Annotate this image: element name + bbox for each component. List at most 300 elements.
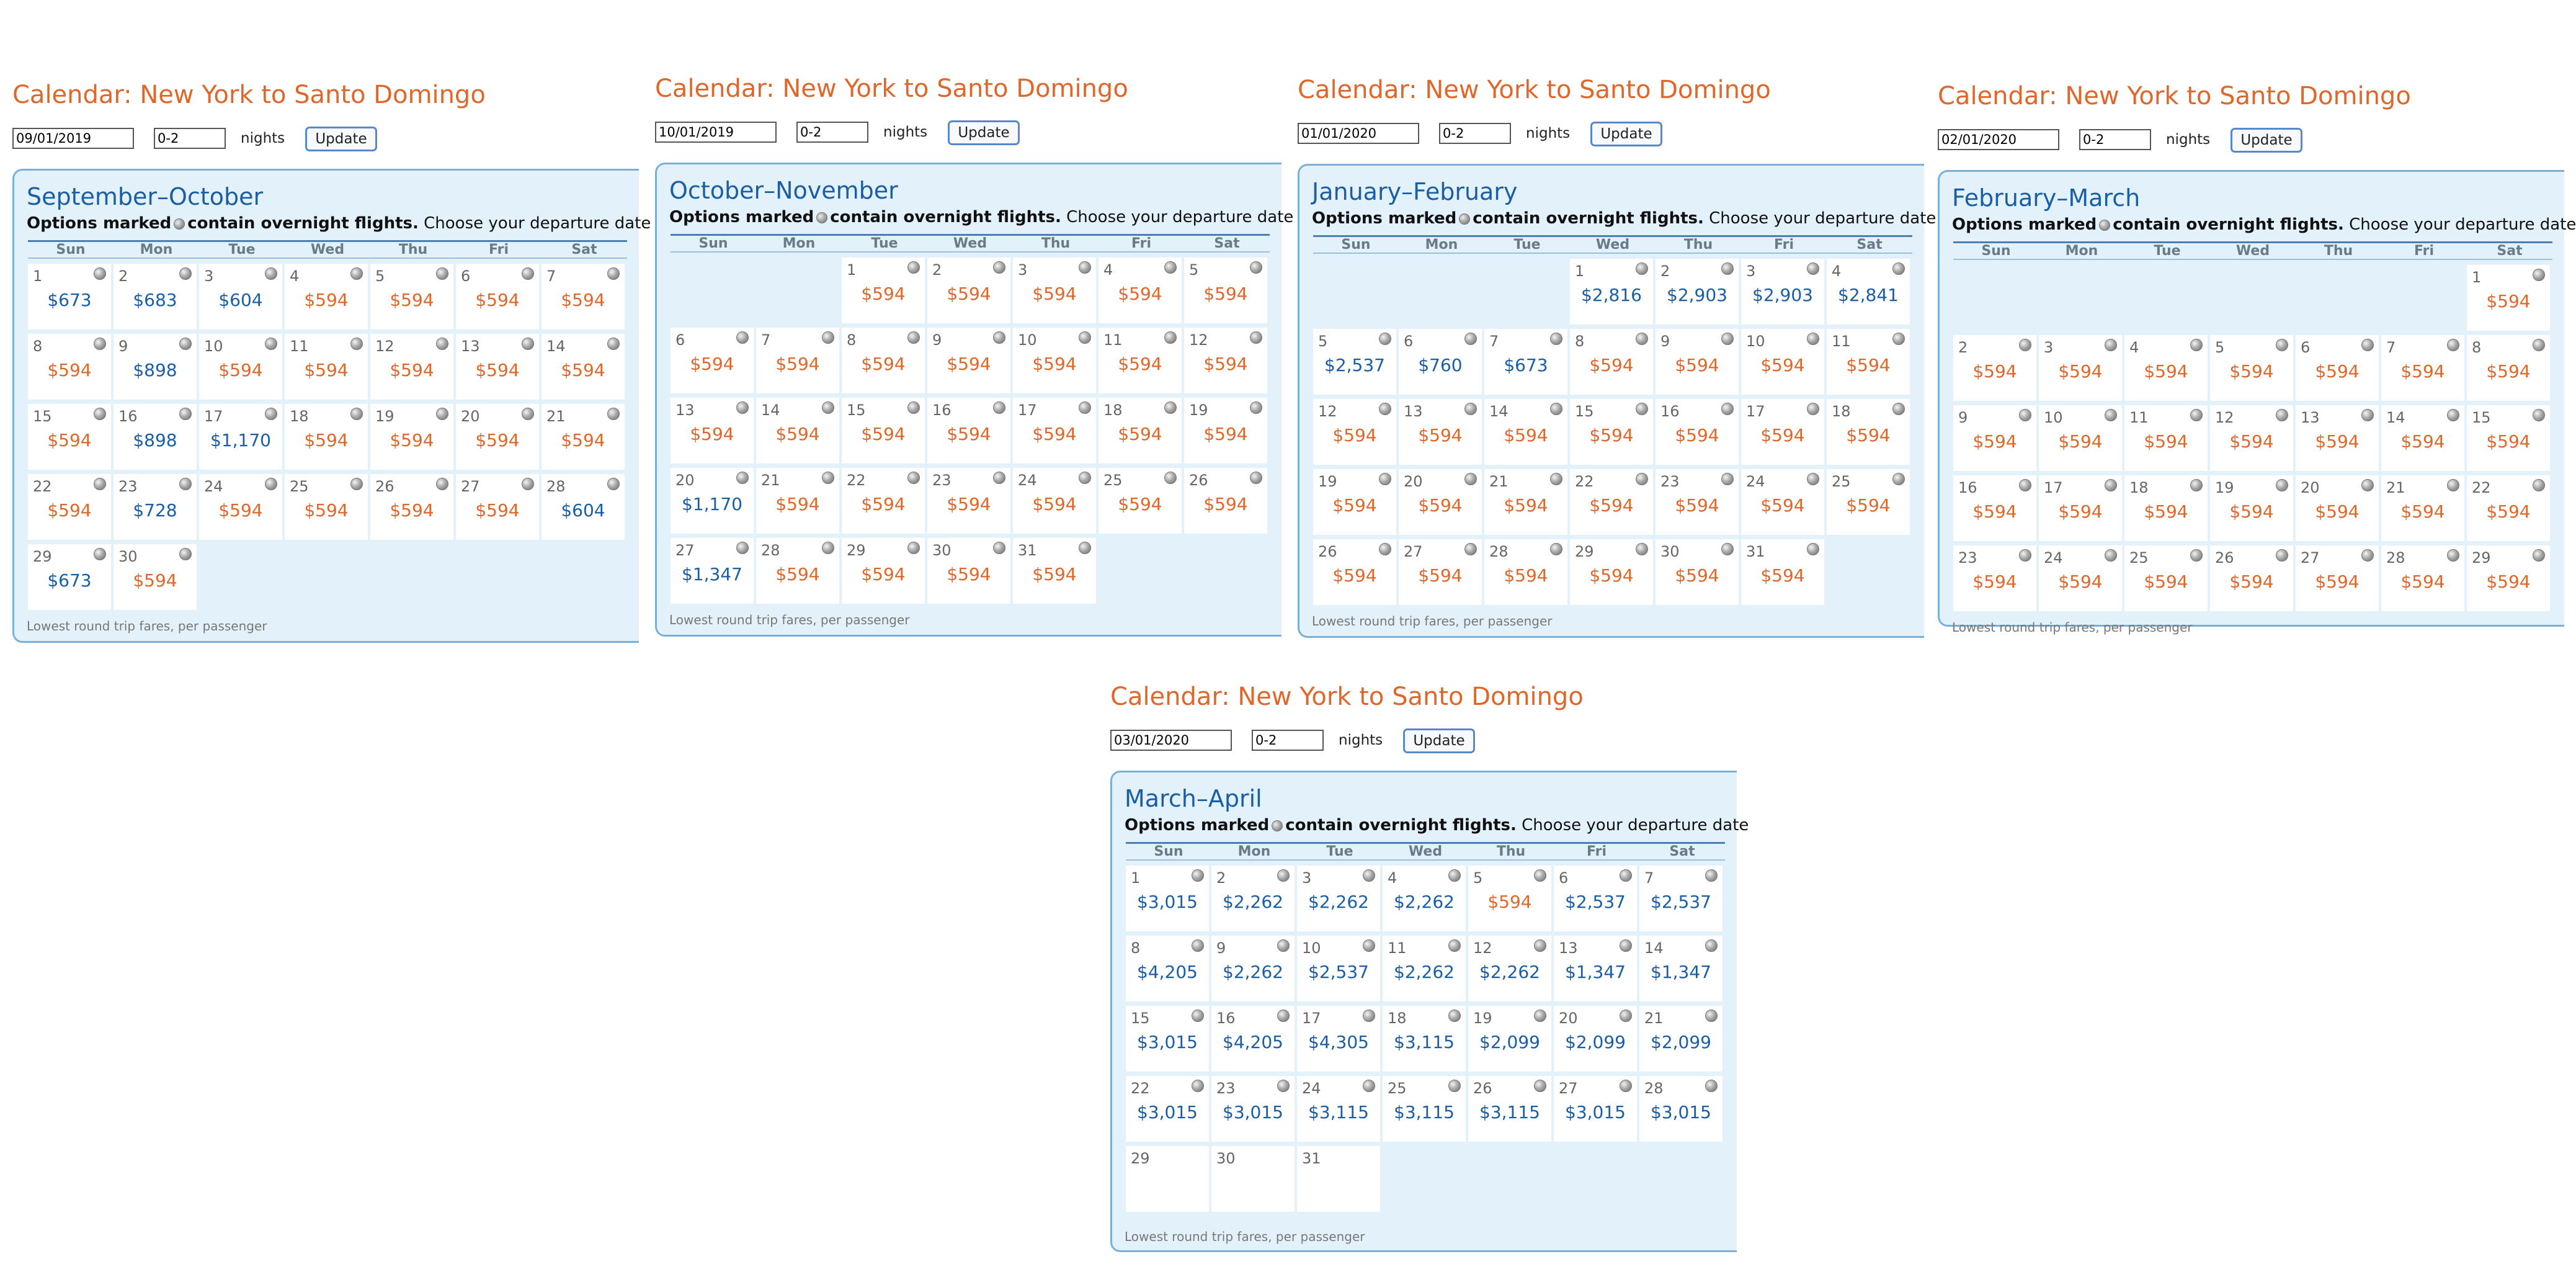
day-cell[interactable]	[199, 264, 282, 329]
day-cell[interactable]	[2124, 475, 2208, 541]
fare-price[interactable]: $594	[775, 424, 820, 444]
update-button[interactable]: Update	[1590, 122, 1662, 146]
fare-price[interactable]: $1,347	[682, 564, 742, 584]
fare-price[interactable]: $594	[390, 430, 434, 450]
fare-price[interactable]: $594	[1203, 494, 1248, 514]
day-cell[interactable]	[370, 474, 453, 540]
day-cell[interactable]	[114, 334, 197, 400]
fare-price[interactable]: $594	[1760, 425, 1805, 446]
fare-price[interactable]: $2,099	[1651, 1032, 1711, 1052]
fare-price[interactable]: $4,205	[1137, 962, 1198, 982]
day-cell[interactable]	[541, 474, 625, 540]
day-cell[interactable]	[2467, 265, 2550, 331]
day-cell[interactable]	[1656, 259, 1739, 325]
fare-price[interactable]: $594	[1118, 494, 1162, 514]
fare-price[interactable]: $594	[1972, 431, 2017, 452]
day-cell[interactable]	[370, 334, 453, 400]
day-cell[interactable]	[1399, 539, 1482, 605]
day-cell[interactable]	[1297, 1006, 1380, 1072]
fare-price[interactable]: $3,115	[1394, 1102, 1455, 1122]
fare-price[interactable]: $594	[218, 500, 263, 521]
fare-price[interactable]: $2,099	[1479, 1032, 1540, 1052]
fare-price[interactable]: $604	[561, 500, 605, 521]
day-cell[interactable]	[2381, 545, 2464, 611]
day-cell[interactable]	[1953, 475, 2036, 541]
day-cell[interactable]	[1554, 1076, 1637, 1142]
day-cell[interactable]	[1126, 936, 1209, 1001]
day-cell[interactable]	[1211, 1006, 1295, 1072]
day-cell[interactable]	[927, 328, 1010, 393]
fare-price[interactable]: $594	[775, 564, 820, 584]
fare-price[interactable]: $594	[390, 500, 434, 521]
day-cell[interactable]	[927, 468, 1010, 534]
fare-price[interactable]: $594	[1418, 425, 1463, 446]
fare-price[interactable]: $594	[1972, 361, 2017, 382]
day-cell[interactable]	[1099, 258, 1182, 323]
day-cell[interactable]	[370, 404, 453, 470]
day-cell[interactable]	[114, 404, 197, 470]
day-cell[interactable]	[28, 474, 111, 540]
fare-price[interactable]: $594	[861, 494, 906, 514]
fare-price[interactable]: $594	[475, 290, 520, 310]
day-cell[interactable]	[456, 334, 539, 400]
update-button[interactable]: Update	[305, 127, 377, 151]
day-cell[interactable]	[1126, 1006, 1209, 1072]
fare-price[interactable]: $594	[2229, 501, 2274, 522]
fare-price[interactable]: $594	[1032, 424, 1077, 444]
fare-price[interactable]: $594	[2400, 571, 2445, 592]
fare-price[interactable]: $2,262	[1479, 962, 1540, 982]
fare-price[interactable]: $594	[1504, 495, 1548, 516]
fare-price[interactable]: $594	[561, 430, 605, 450]
fare-price[interactable]: $594	[1118, 284, 1162, 304]
fare-price[interactable]: $594	[1589, 425, 1634, 446]
fare-price[interactable]: $2,262	[1223, 892, 1283, 912]
day-cell[interactable]	[1468, 936, 1551, 1001]
day-cell[interactable]	[842, 398, 925, 464]
fare-price[interactable]: $594	[2144, 501, 2188, 522]
day-cell[interactable]	[756, 328, 839, 393]
fare-price[interactable]: $594	[390, 290, 434, 310]
nights-input[interactable]	[1439, 123, 1511, 144]
fare-price[interactable]: $673	[47, 290, 92, 310]
fare-price[interactable]: $594	[1032, 564, 1077, 584]
day-cell[interactable]	[1656, 329, 1739, 395]
fare-price[interactable]: $594	[47, 430, 92, 450]
day-cell[interactable]	[1099, 398, 1182, 464]
day-cell[interactable]	[1099, 468, 1182, 534]
fare-price[interactable]: $594	[2144, 361, 2188, 382]
day-cell[interactable]	[1656, 399, 1739, 465]
fare-price[interactable]: $594	[1487, 892, 1532, 912]
day-cell[interactable]	[1741, 399, 1824, 465]
day-cell[interactable]	[671, 328, 754, 393]
fare-price[interactable]: $1,347	[1651, 962, 1711, 982]
day-cell[interactable]	[541, 334, 625, 400]
fare-price[interactable]: $594	[947, 284, 991, 304]
fare-price[interactable]: $2,537	[1324, 355, 1385, 375]
fare-price[interactable]: $594	[561, 360, 605, 380]
day-cell[interactable]	[1656, 539, 1739, 605]
fare-price[interactable]: $594	[2058, 361, 2103, 382]
day-cell[interactable]	[114, 264, 197, 329]
fare-price[interactable]: $594	[1418, 495, 1463, 516]
fare-price[interactable]: $3,015	[1223, 1102, 1283, 1122]
day-cell[interactable]	[1484, 329, 1567, 395]
day-cell[interactable]	[2296, 335, 2379, 401]
day-cell[interactable]	[1484, 539, 1567, 605]
day-cell[interactable]	[1570, 539, 1653, 605]
fare-price[interactable]: $594	[947, 494, 991, 514]
day-cell[interactable]	[1297, 936, 1380, 1001]
fare-price[interactable]: $594	[1846, 355, 1891, 375]
day-cell[interactable]	[1741, 539, 1824, 605]
fare-price[interactable]: $594	[304, 430, 349, 450]
fare-price[interactable]: $594	[1675, 425, 1719, 446]
fare-price[interactable]: $2,537	[1308, 962, 1369, 982]
day-cell[interactable]	[1383, 866, 1466, 931]
day-cell[interactable]	[927, 398, 1010, 464]
day-cell[interactable]	[541, 264, 625, 329]
fare-price[interactable]: $594	[1675, 565, 1719, 586]
day-cell[interactable]	[285, 474, 368, 540]
day-cell[interactable]	[1399, 469, 1482, 535]
day-cell[interactable]	[370, 264, 453, 329]
fare-price[interactable]: $594	[2315, 571, 2360, 592]
day-cell[interactable]	[1211, 1076, 1295, 1142]
fare-price[interactable]: $594	[1118, 354, 1162, 374]
day-cell[interactable]	[1570, 329, 1653, 395]
fare-price[interactable]: $594	[1846, 425, 1891, 446]
fare-price[interactable]: $594	[304, 290, 349, 310]
fare-price[interactable]: $594	[1760, 495, 1805, 516]
day-cell[interactable]	[285, 334, 368, 400]
day-cell[interactable]	[2039, 405, 2122, 471]
day-cell[interactable]	[1827, 399, 1910, 465]
day-cell[interactable]	[1468, 1006, 1551, 1072]
departure-date-input[interactable]	[12, 128, 134, 149]
fare-price[interactable]: $594	[1972, 571, 2017, 592]
fare-price[interactable]: $3,115	[1394, 1032, 1455, 1052]
day-cell[interactable]	[114, 474, 197, 540]
fare-price[interactable]: $594	[218, 360, 263, 380]
day-cell[interactable]	[1953, 545, 2036, 611]
fare-price[interactable]: $2,262	[1308, 892, 1369, 912]
fare-price[interactable]: $3,015	[1651, 1102, 1711, 1122]
day-cell[interactable]	[1013, 538, 1096, 604]
fare-price[interactable]: $594	[1032, 494, 1077, 514]
day-cell[interactable]	[199, 474, 282, 540]
fare-price[interactable]: $3,015	[1565, 1102, 1626, 1122]
day-cell[interactable]	[1468, 866, 1551, 931]
fare-price[interactable]: $3,015	[1137, 892, 1198, 912]
fare-price[interactable]: $594	[1118, 424, 1162, 444]
fare-price[interactable]: $594	[947, 424, 991, 444]
day-cell[interactable]	[671, 468, 754, 534]
day-cell[interactable]	[1184, 258, 1267, 323]
day-cell[interactable]	[1827, 329, 1910, 395]
fare-price[interactable]: $594	[1589, 565, 1634, 586]
day-cell[interactable]	[2467, 475, 2550, 541]
day-cell[interactable]	[28, 544, 111, 610]
fare-price[interactable]: $594	[2486, 501, 2531, 522]
fare-price[interactable]: $594	[1332, 495, 1377, 516]
day-cell[interactable]	[456, 404, 539, 470]
fare-price[interactable]: $594	[1203, 424, 1248, 444]
day-cell[interactable]	[756, 468, 839, 534]
day-cell[interactable]	[28, 334, 111, 400]
fare-price[interactable]: $594	[1032, 354, 1077, 374]
day-cell[interactable]	[1297, 866, 1380, 931]
day-cell[interactable]	[1399, 329, 1482, 395]
day-cell[interactable]	[1484, 399, 1567, 465]
fare-price[interactable]: $604	[218, 290, 263, 310]
fare-price[interactable]: $594	[2486, 291, 2531, 311]
day-cell[interactable]	[1570, 399, 1653, 465]
fare-price[interactable]: $594	[1032, 284, 1077, 304]
day-cell[interactable]	[28, 404, 111, 470]
day-cell[interactable]	[199, 334, 282, 400]
day-cell[interactable]	[1013, 468, 1096, 534]
fare-price[interactable]: $2,903	[1752, 285, 1813, 305]
day-cell[interactable]	[1383, 1006, 1466, 1072]
fare-price[interactable]: $2,537	[1651, 892, 1711, 912]
day-cell[interactable]	[1184, 328, 1267, 393]
fare-price[interactable]: $594	[1203, 284, 1248, 304]
fare-price[interactable]: $594	[1332, 425, 1377, 446]
day-cell[interactable]	[1639, 1076, 1723, 1142]
fare-price[interactable]: $594	[133, 570, 177, 591]
fare-price[interactable]: $594	[1589, 355, 1634, 375]
fare-price[interactable]: $594	[1418, 565, 1463, 586]
fare-price[interactable]: $594	[47, 500, 92, 521]
day-cell[interactable]	[1184, 468, 1267, 534]
fare-price[interactable]: $2,537	[1565, 892, 1626, 912]
day-cell[interactable]	[1570, 259, 1653, 325]
departure-date-input[interactable]	[1298, 123, 1419, 144]
nights-input[interactable]	[154, 128, 226, 149]
day-cell[interactable]	[1741, 329, 1824, 395]
day-cell[interactable]	[1484, 469, 1567, 535]
fare-price[interactable]: $3,115	[1308, 1102, 1369, 1122]
fare-price[interactable]: $594	[2058, 431, 2103, 452]
day-cell[interactable]	[285, 404, 368, 470]
day-cell[interactable]	[756, 398, 839, 464]
fare-price[interactable]: $3,115	[1479, 1102, 1540, 1122]
day-cell[interactable]	[2039, 335, 2122, 401]
fare-price[interactable]: $1,170	[682, 494, 742, 514]
departure-date-input[interactable]	[1110, 730, 1232, 751]
fare-price[interactable]: $4,305	[1308, 1032, 1369, 1052]
fare-price[interactable]: $594	[947, 564, 991, 584]
day-cell[interactable]	[1827, 259, 1910, 325]
fare-price[interactable]: $594	[861, 354, 906, 374]
day-cell[interactable]	[1313, 469, 1396, 535]
fare-price[interactable]: $594	[2486, 571, 2531, 592]
fare-price[interactable]: $673	[1504, 355, 1548, 375]
day-cell[interactable]	[1013, 258, 1096, 323]
day-cell[interactable]	[2467, 405, 2550, 471]
fare-price[interactable]: $2,262	[1394, 892, 1455, 912]
day-cell[interactable]	[2210, 405, 2293, 471]
fare-price[interactable]: $898	[133, 430, 177, 450]
day-cell[interactable]	[1399, 399, 1482, 465]
day-cell[interactable]	[2210, 545, 2293, 611]
fare-price[interactable]: $594	[690, 424, 734, 444]
fare-price[interactable]: $2,099	[1565, 1032, 1626, 1052]
fare-price[interactable]: $594	[690, 354, 734, 374]
fare-price[interactable]: $3,015	[1137, 1102, 1198, 1122]
day-cell[interactable]	[927, 258, 1010, 323]
fare-price[interactable]: $594	[2058, 501, 2103, 522]
fare-price[interactable]: $594	[1504, 425, 1548, 446]
day-cell[interactable]	[1468, 1076, 1551, 1142]
fare-price[interactable]: $594	[1675, 355, 1719, 375]
day-cell[interactable]	[2467, 335, 2550, 401]
fare-price[interactable]: $594	[1760, 565, 1805, 586]
fare-price[interactable]: $4,205	[1223, 1032, 1283, 1052]
fare-price[interactable]: $760	[1418, 355, 1463, 375]
fare-price[interactable]: $594	[390, 360, 434, 380]
day-cell[interactable]	[1639, 866, 1723, 931]
day-cell[interactable]	[541, 404, 625, 470]
day-cell[interactable]	[1953, 335, 2036, 401]
fare-price[interactable]: $673	[47, 570, 92, 591]
fare-price[interactable]: $594	[1846, 495, 1891, 516]
day-cell[interactable]	[1741, 259, 1824, 325]
fare-price[interactable]: $728	[133, 500, 177, 521]
fare-price[interactable]: $594	[775, 494, 820, 514]
day-cell[interactable]	[1639, 1006, 1723, 1072]
departure-date-input[interactable]	[655, 122, 777, 143]
fare-price[interactable]: $2,262	[1394, 962, 1455, 982]
day-cell[interactable]	[2296, 545, 2379, 611]
day-cell[interactable]	[2296, 475, 2379, 541]
fare-price[interactable]: $594	[861, 564, 906, 584]
fare-price[interactable]: $2,262	[1223, 962, 1283, 982]
fare-price[interactable]: $683	[133, 290, 177, 310]
fare-price[interactable]: $594	[1504, 565, 1548, 586]
fare-price[interactable]: $594	[475, 360, 520, 380]
fare-price[interactable]: $594	[475, 430, 520, 450]
day-cell[interactable]	[2124, 405, 2208, 471]
fare-price[interactable]: $2,816	[1581, 285, 1642, 305]
fare-price[interactable]: $594	[1760, 355, 1805, 375]
day-cell[interactable]	[1184, 398, 1267, 464]
fare-price[interactable]: $3,015	[1137, 1032, 1198, 1052]
day-cell[interactable]	[2381, 405, 2464, 471]
fare-price[interactable]: $594	[2315, 501, 2360, 522]
day-cell[interactable]	[1211, 936, 1295, 1001]
day-cell[interactable]	[2381, 475, 2464, 541]
day-cell[interactable]	[1297, 1076, 1380, 1142]
day-cell[interactable]	[2210, 475, 2293, 541]
fare-price[interactable]: $1,170	[210, 430, 271, 450]
day-cell[interactable]	[114, 544, 197, 610]
fare-price[interactable]: $594	[2229, 571, 2274, 592]
day-cell[interactable]	[2124, 335, 2208, 401]
day-cell[interactable]	[285, 264, 368, 329]
day-cell[interactable]	[1211, 866, 1295, 931]
departure-date-input[interactable]	[1938, 129, 2059, 150]
day-cell[interactable]	[2467, 545, 2550, 611]
fare-price[interactable]: $594	[2315, 361, 2360, 382]
day-cell[interactable]	[456, 264, 539, 329]
day-cell[interactable]	[1013, 398, 1096, 464]
day-cell[interactable]	[1013, 328, 1096, 393]
day-cell[interactable]	[456, 474, 539, 540]
day-cell[interactable]	[842, 258, 925, 323]
day-cell[interactable]	[1639, 936, 1723, 1001]
fare-price[interactable]: $594	[2229, 361, 2274, 382]
day-cell[interactable]	[2039, 545, 2122, 611]
day-cell[interactable]	[1827, 469, 1910, 535]
day-cell[interactable]	[1313, 329, 1396, 395]
fare-price[interactable]: $594	[475, 500, 520, 521]
fare-price[interactable]: $898	[133, 360, 177, 380]
update-button[interactable]: Update	[2231, 128, 2302, 153]
day-cell[interactable]	[1741, 469, 1824, 535]
fare-price[interactable]: $1,347	[1565, 962, 1626, 982]
fare-price[interactable]: $594	[775, 354, 820, 374]
day-cell[interactable]	[2296, 405, 2379, 471]
nights-input[interactable]	[1252, 730, 1324, 751]
day-cell[interactable]	[1126, 866, 1209, 931]
day-cell[interactable]	[671, 538, 754, 604]
day-cell[interactable]	[2381, 335, 2464, 401]
day-cell[interactable]	[28, 264, 111, 329]
day-cell[interactable]	[1554, 1006, 1637, 1072]
nights-input[interactable]	[2079, 129, 2151, 150]
fare-price[interactable]: $594	[861, 284, 906, 304]
day-cell[interactable]	[927, 538, 1010, 604]
day-cell[interactable]	[1383, 936, 1466, 1001]
fare-price[interactable]: $594	[1203, 354, 1248, 374]
day-cell[interactable]	[2124, 545, 2208, 611]
fare-price[interactable]: $594	[304, 500, 349, 521]
day-cell[interactable]	[1656, 469, 1739, 535]
fare-price[interactable]: $594	[1589, 495, 1634, 516]
day-cell[interactable]	[1313, 539, 1396, 605]
day-cell[interactable]	[1554, 936, 1637, 1001]
nights-input[interactable]	[796, 122, 868, 143]
fare-price[interactable]: $2,903	[1667, 285, 1727, 305]
day-cell[interactable]	[842, 468, 925, 534]
day-cell[interactable]	[756, 538, 839, 604]
fare-price[interactable]: $594	[2400, 431, 2445, 452]
day-cell[interactable]	[2210, 335, 2293, 401]
fare-price[interactable]: $594	[2058, 571, 2103, 592]
fare-price[interactable]: $594	[2400, 361, 2445, 382]
day-cell[interactable]	[1099, 328, 1182, 393]
fare-price[interactable]: $594	[947, 354, 991, 374]
day-cell[interactable]	[842, 328, 925, 393]
fare-price[interactable]: $594	[2315, 431, 2360, 452]
day-cell[interactable]	[1953, 405, 2036, 471]
fare-price[interactable]: $594	[1332, 565, 1377, 586]
day-cell[interactable]	[842, 538, 925, 604]
fare-price[interactable]: $594	[1972, 501, 2017, 522]
fare-price[interactable]: $594	[2144, 571, 2188, 592]
fare-price[interactable]: $594	[2486, 361, 2531, 382]
day-cell[interactable]	[671, 398, 754, 464]
day-cell[interactable]	[199, 404, 282, 470]
fare-price[interactable]: $594	[2229, 431, 2274, 452]
day-cell[interactable]	[1313, 399, 1396, 465]
day-cell[interactable]	[1126, 1076, 1209, 1142]
fare-price[interactable]: $594	[47, 360, 92, 380]
fare-price[interactable]: $594	[304, 360, 349, 380]
